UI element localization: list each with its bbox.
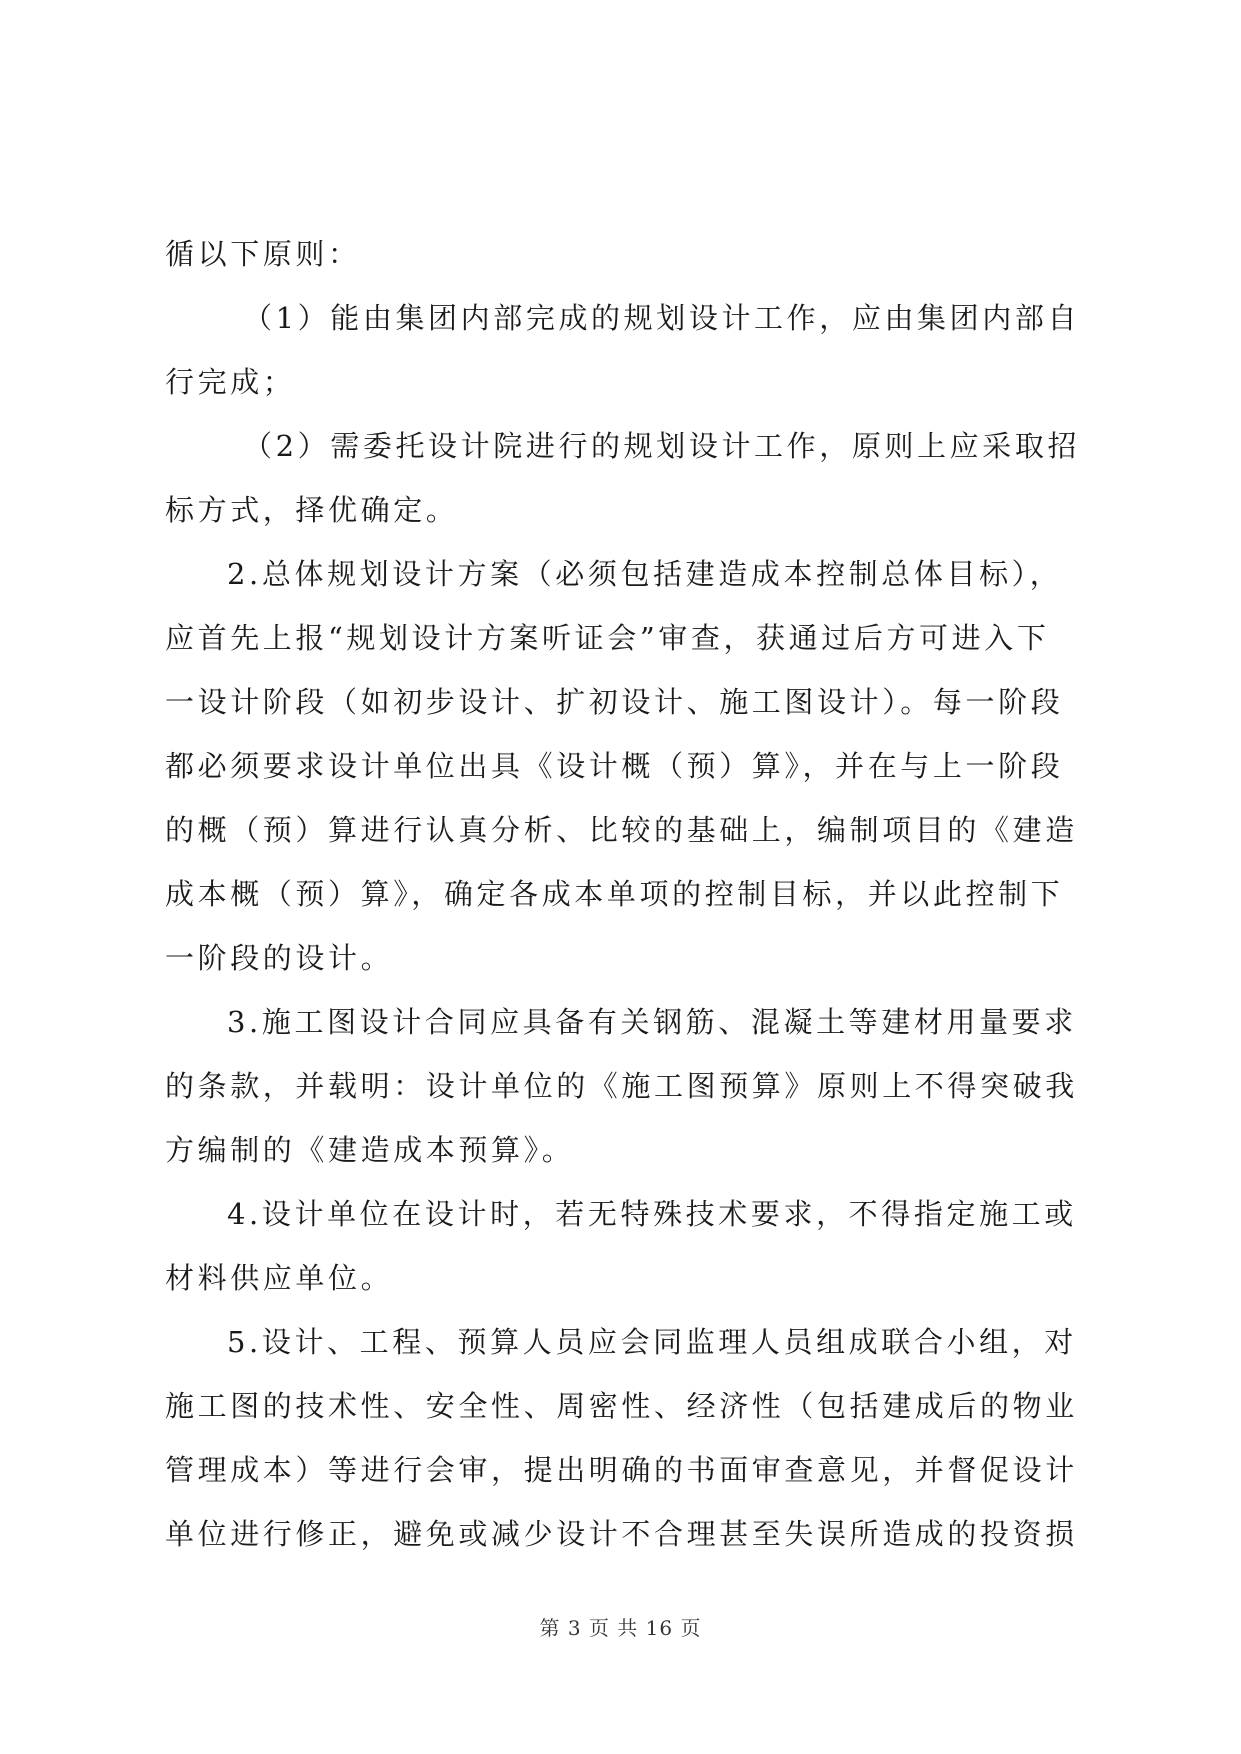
text-line: 都必须要求设计单位出具《设计概（预）算》，并在与上一阶段 (165, 749, 1064, 783)
text-line: （2）需委托设计院进行的规划设计工作，原则上应采取招 (243, 429, 1081, 463)
text-line: 应首先上报“规划设计方案听证会”审查，获通过后方可进入下 (165, 621, 1050, 655)
text-line: 施工图的技术性、安全性、周密性、经济性（包括建成后的物业 (165, 1389, 1078, 1423)
text-line: 循以下原则： (165, 237, 361, 271)
text-line: 一设计阶段（如初步设计、扩初设计、施工图设计）。每一阶段 (165, 685, 1064, 719)
text-line: （1）能由集团内部完成的规划设计工作，应由集团内部自 (243, 301, 1081, 335)
text-line: 单位进行修正，避免或减少设计不合理甚至失误所造成的投资损 (165, 1517, 1078, 1551)
text-line: 的概（预）算进行认真分析、比较的基础上，编制项目的《建造 (165, 813, 1078, 847)
text-line: 成本概（预）算》，确定各成本单项的控制目标，并以此控制下 (165, 877, 1064, 911)
text-line: 管理成本）等进行会审，提出明确的书面审查意见，并督促设计 (165, 1453, 1078, 1487)
document-body (165, 222, 1085, 1566)
text-line: 方编制的《建造成本预算》。 (165, 1133, 575, 1167)
text-line: 4.设计单位在设计时，若无特殊技术要求，不得指定施工或 (227, 1197, 1077, 1231)
text-line: 5.设计、工程、预算人员应会同监理人员组成联合小组，对 (227, 1325, 1077, 1359)
text-line: 3.施工图设计合同应具备有关钢筋、混凝土等建材用量要求 (227, 1005, 1077, 1039)
text-line: 行完成； (165, 365, 296, 399)
text-line: 材料供应单位。 (165, 1261, 394, 1295)
text-line: 2.总体规划设计方案（必须包括建造成本控制总体目标）， (227, 557, 1063, 591)
text-line: 的条款，并载明：设计单位的《施工图预算》原则上不得突破我 (165, 1069, 1078, 1103)
text-line: 一阶段的设计。 (165, 941, 394, 975)
text-line: 标方式，择优确定。 (165, 493, 459, 527)
page-number-footer: 第 3 页 共 16 页 (539, 1616, 702, 1640)
